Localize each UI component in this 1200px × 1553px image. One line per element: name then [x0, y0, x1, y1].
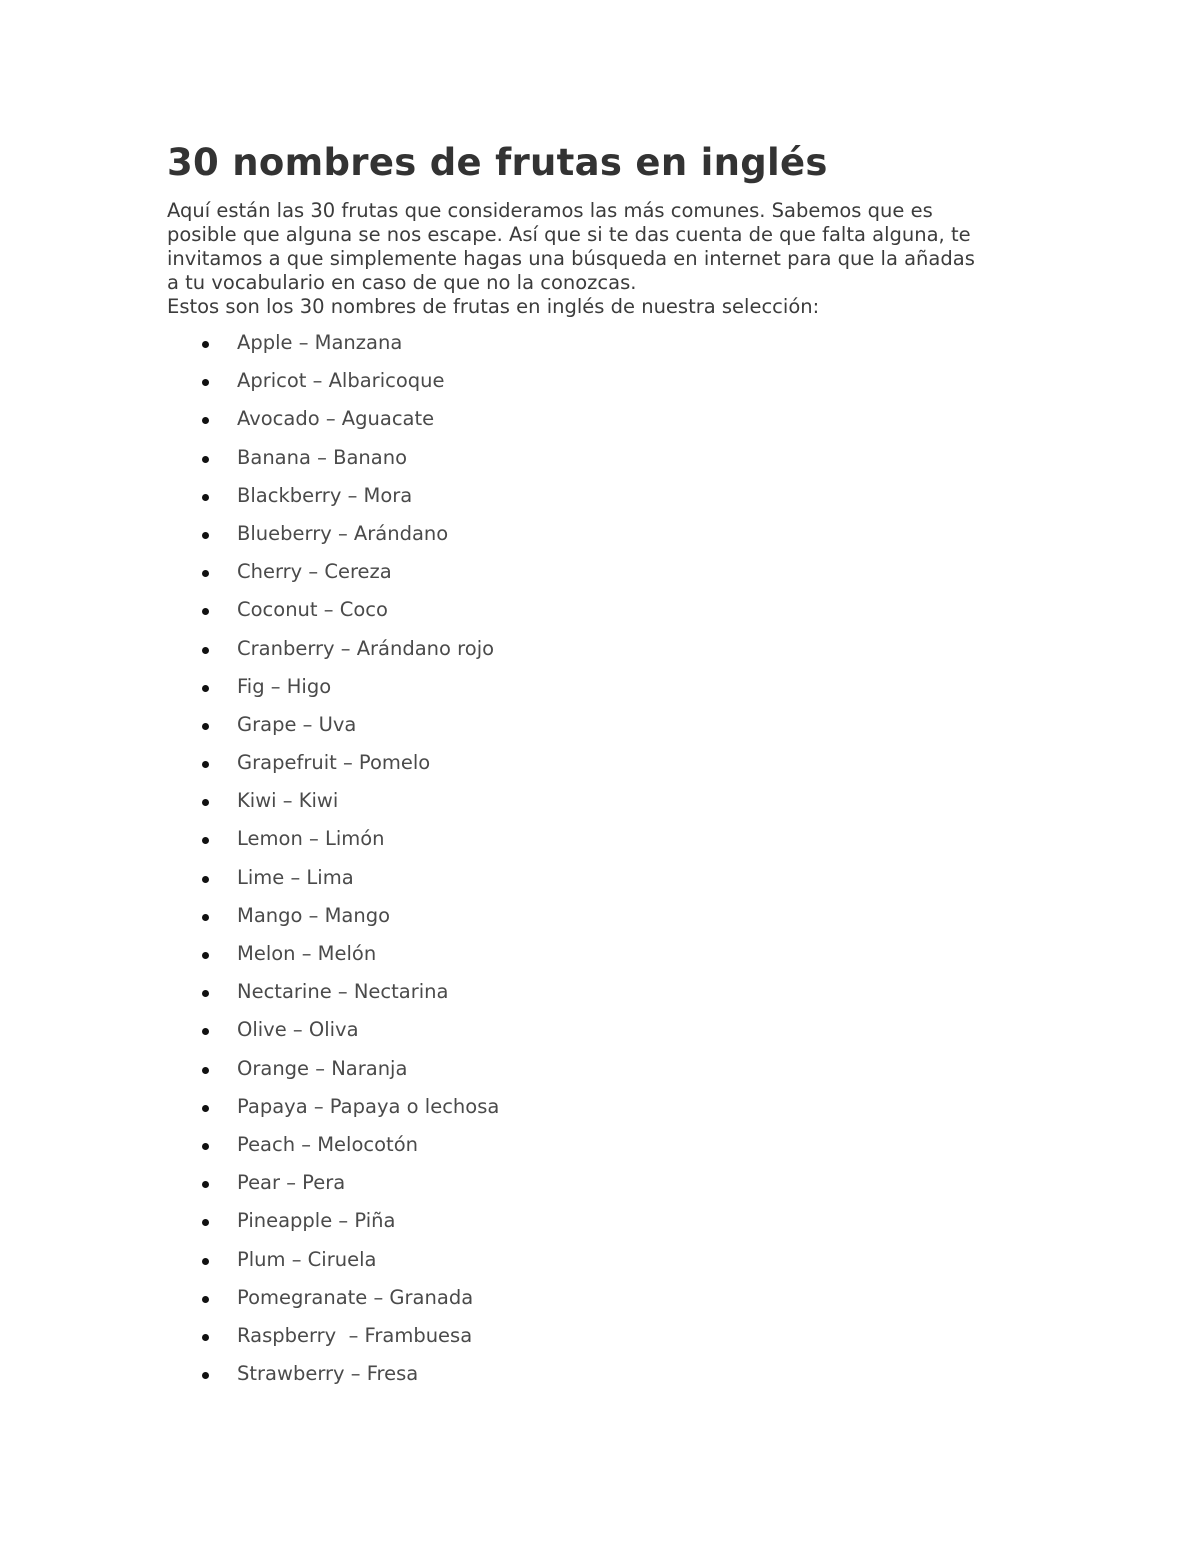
- bullet-icon: [202, 341, 209, 348]
- list-item-text: Papaya – Papaya o lechosa: [237, 1094, 500, 1118]
- list-item: [167, 522, 1037, 560]
- list-item: [167, 751, 1037, 789]
- bullet-icon: [202, 456, 209, 463]
- list-item-text: Grape – Uva: [237, 712, 357, 736]
- list-item-text: Peach – Melocotón: [237, 1132, 418, 1156]
- bullet-icon: [202, 1143, 209, 1150]
- list-item-text: Pineapple – Piña: [237, 1209, 396, 1233]
- list-item-text: Lemon – Limón: [237, 827, 385, 851]
- bullet-icon: [202, 570, 209, 577]
- bullet-icon: [202, 837, 209, 844]
- list-item: [167, 598, 1037, 636]
- list-item-text: Raspberry – Frambuesa: [237, 1323, 473, 1347]
- intro-line: a tu vocabulario en caso de que no la conozcas.: [167, 271, 637, 294]
- list-item: [167, 1133, 1037, 1171]
- list-item: [167, 827, 1037, 865]
- list-item-text: Coconut – Coco: [237, 598, 388, 622]
- intro-paragraph: [167, 199, 1037, 319]
- list-item-text: Strawberry – Fresa: [237, 1362, 419, 1386]
- intro-line: posible que alguna se nos escape. Así que si te das cuenta de que falta alguna, te: [167, 223, 971, 246]
- list-item-text: Cranberry – Arándano rojo: [237, 636, 495, 660]
- list-item-text: Nectarine – Nectarina: [237, 980, 449, 1004]
- list-item-text: Grapefruit – Pomelo: [237, 751, 431, 775]
- list-item-text: Plum – Ciruela: [237, 1247, 377, 1271]
- intro-line: invitamos a que simplemente hagas una búsqueda en internet para que la añadas: [167, 247, 975, 270]
- list-item-text: Avocado – Aguacate: [237, 407, 435, 431]
- intro-line: Estos son los 30 nombres de frutas en inglés de nuestra selección:: [167, 295, 820, 318]
- list-item-text: Fig – Higo: [237, 674, 332, 698]
- bullet-icon: [202, 1219, 209, 1226]
- list-item: [167, 1095, 1037, 1133]
- list-item: [167, 484, 1037, 522]
- list-item: [167, 1171, 1037, 1209]
- list-item: [167, 789, 1037, 827]
- list-item: [167, 1248, 1037, 1286]
- intro-line: Aquí están las 30 frutas que consideramos las más comunes. Sabemos que es: [167, 199, 933, 222]
- fruit-list: [167, 331, 1037, 1400]
- list-item-text: Banana – Banano: [237, 445, 408, 469]
- bullet-icon: [202, 647, 209, 654]
- list-item: [167, 1209, 1037, 1247]
- list-item: [167, 331, 1037, 369]
- bullet-icon: [202, 608, 209, 615]
- list-item-text: Melon – Melón: [237, 942, 377, 965]
- list-item-text: Olive – Oliva: [237, 1018, 359, 1042]
- bullet-icon: [202, 1372, 209, 1379]
- list-item: [167, 407, 1037, 445]
- list-item: [167, 980, 1037, 1018]
- list-item-text: Kiwi – Kiwi: [237, 789, 339, 813]
- list-item: [167, 1018, 1037, 1056]
- bullet-icon: [202, 1334, 209, 1341]
- bullet-icon: [202, 532, 209, 539]
- document-content: [167, 140, 1037, 1400]
- bullet-icon: [202, 417, 209, 424]
- list-item-text: Cherry – Cereza: [237, 560, 392, 584]
- list-item: [167, 942, 1037, 980]
- list-item-text: Apricot – Albaricoque: [237, 369, 445, 393]
- bullet-icon: [202, 1181, 209, 1188]
- bullet-icon: [202, 494, 209, 501]
- list-item: [167, 637, 1037, 675]
- bullet-icon: [202, 799, 209, 806]
- bullet-icon: [202, 761, 209, 768]
- list-item-text: Orange – Naranja: [237, 1056, 408, 1080]
- list-item-text: Pear – Pera: [237, 1171, 346, 1195]
- list-item-text: Mango – Mango: [237, 903, 391, 927]
- list-item: [167, 446, 1037, 484]
- bullet-icon: [202, 952, 209, 959]
- bullet-icon: [202, 1296, 209, 1303]
- list-item: [167, 904, 1037, 942]
- bullet-icon: [202, 914, 209, 921]
- list-item: [167, 675, 1037, 713]
- list-item: [167, 369, 1037, 407]
- bullet-icon: [202, 990, 209, 997]
- bullet-icon: [202, 685, 209, 692]
- list-item-text: Blackberry – Mora: [237, 483, 413, 507]
- list-item: [167, 1324, 1037, 1362]
- list-item-text: Apple – Manzana: [237, 331, 403, 354]
- list-item: [167, 1057, 1037, 1095]
- bullet-icon: [202, 1067, 209, 1074]
- list-item: [167, 560, 1037, 598]
- list-item: [167, 1286, 1037, 1324]
- page-title: 30 nombres de frutas en inglés: [167, 141, 828, 184]
- list-item-text: Blueberry – Arándano: [237, 521, 449, 545]
- list-item-text: Pomegranate – Granada: [237, 1285, 474, 1309]
- bullet-icon: [202, 723, 209, 730]
- bullet-icon: [202, 876, 209, 883]
- list-item-text: Lime – Lima: [237, 865, 354, 889]
- bullet-icon: [202, 1028, 209, 1035]
- bullet-icon: [202, 1258, 209, 1265]
- bullet-icon: [202, 379, 209, 386]
- list-item: [167, 713, 1037, 751]
- list-item: [167, 1362, 1037, 1400]
- bullet-icon: [202, 1105, 209, 1112]
- list-item: [167, 866, 1037, 904]
